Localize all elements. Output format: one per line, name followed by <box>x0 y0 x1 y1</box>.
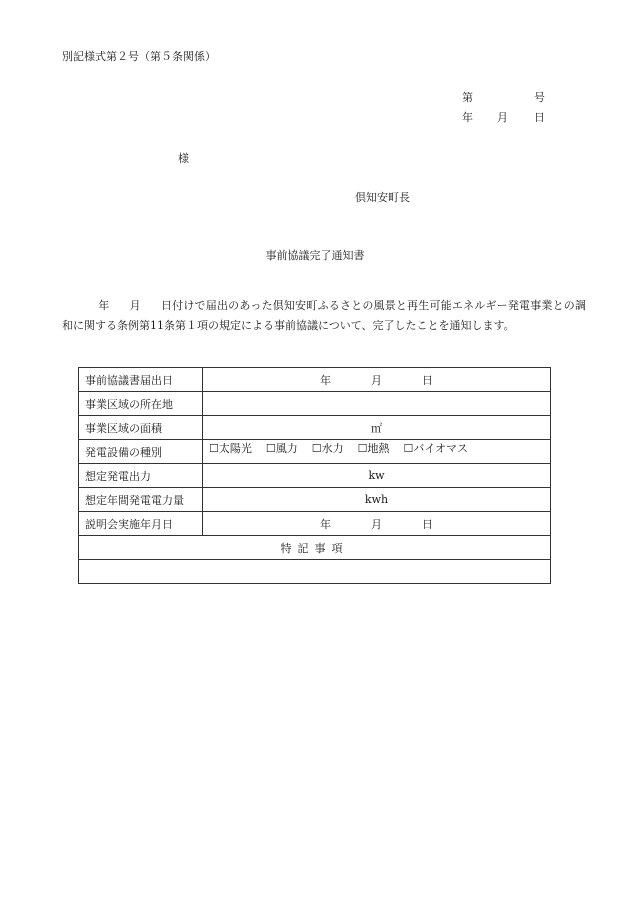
submission-day: 日 <box>422 373 433 387</box>
briefing-year: 年 <box>320 517 331 531</box>
document-number-suffix: 号 <box>534 91 545 104</box>
document-title: 事前協議完了通知書 <box>265 249 365 262</box>
row-label: 説明会実施年月日 <box>79 512 203 536</box>
checkbox-wind[interactable]: ☐風力 <box>265 442 298 455</box>
row-label: 事業区域の所在地 <box>79 392 203 416</box>
row-label: 事業区域の面積 <box>79 416 203 440</box>
checkbox-geothermal[interactable]: ☐地熱 <box>357 442 390 455</box>
row-label: 事前協議書届出日 <box>79 368 203 392</box>
area-field[interactable] <box>203 416 551 440</box>
submission-month: 月 <box>371 373 382 387</box>
body-month: 月 <box>129 299 141 312</box>
submission-year: 年 <box>320 373 331 387</box>
checkbox-hydro[interactable]: ☐水力 <box>311 442 344 455</box>
notes-header: 特記事項 <box>79 536 551 560</box>
body-year: 年 <box>98 299 110 312</box>
table-row <box>79 464 551 488</box>
body-text: 日付けで届出のあった倶知安町ふるさとの風景と再生可能エネルギー発電事業との調和に関する条例第11条第１項の規定による事前協議について、完了したことを通知します。 <box>62 299 587 332</box>
table-row <box>79 560 551 584</box>
area-unit: ㎡ <box>371 421 382 435</box>
table-row <box>79 536 551 560</box>
body-paragraph <box>62 296 586 336</box>
annual-energy-unit: kwh <box>364 493 389 506</box>
table-row <box>79 488 551 512</box>
sender-name: 倶知安町長 <box>355 191 410 204</box>
location-field[interactable] <box>203 392 551 416</box>
table-row <box>79 416 551 440</box>
briefing-month: 月 <box>371 517 382 531</box>
table-row <box>79 368 551 392</box>
addressee-honorific: 様 <box>178 152 189 165</box>
notes-field[interactable] <box>79 560 551 584</box>
row-label: 発電設備の種別 <box>79 440 203 464</box>
document-number-label: 第 <box>462 91 473 104</box>
output-field[interactable] <box>203 464 551 488</box>
issue-date-year: 年 <box>462 111 473 124</box>
notification-table <box>78 367 551 584</box>
row-label: 想定発電出力 <box>79 464 203 488</box>
briefing-date-field[interactable] <box>203 512 551 536</box>
briefing-day: 日 <box>422 517 433 531</box>
submission-date-field[interactable] <box>203 368 551 392</box>
energy-type-field <box>203 440 551 464</box>
table-row <box>79 392 551 416</box>
issue-date-day: 日 <box>534 111 545 124</box>
checkbox-biomass[interactable]: ☐バイオマス <box>403 442 469 455</box>
row-label: 想定年間発電電力量 <box>79 488 203 512</box>
output-unit: kw <box>368 469 385 482</box>
issue-date-month: 月 <box>497 111 508 124</box>
table-row <box>79 512 551 536</box>
table-row <box>79 440 551 464</box>
annual-energy-field[interactable] <box>203 488 551 512</box>
form-reference: 別記様式第２号（第５条関係） <box>62 50 216 63</box>
checkbox-solar[interactable]: ☐太陽光 <box>209 442 252 455</box>
